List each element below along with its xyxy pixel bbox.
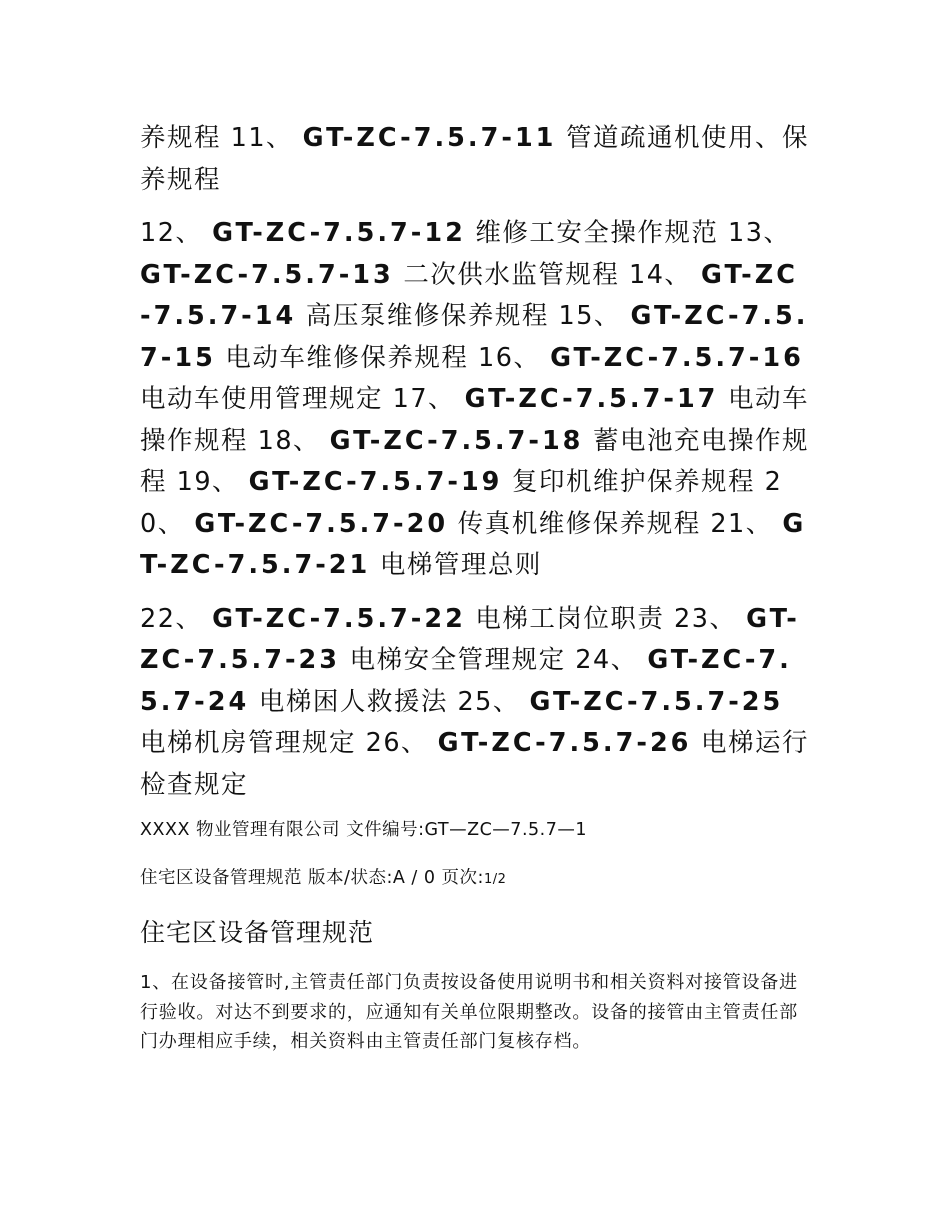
list-text: 养规程 11、: [140, 123, 303, 153]
page-number: 1/2: [483, 872, 507, 887]
list-text: 管道疏通机使用、保养规程: [140, 123, 810, 195]
document-code: GT-ZC-7.5.7-26: [437, 728, 692, 758]
document-code: GT-ZC-7.5.7-17: [464, 384, 719, 414]
document-page: [140, 118, 812, 1057]
document-code: GT-ZC-7.5.7-25: [529, 686, 784, 717]
version-status-text: 住宅区设备管理规范 版本/状态:A / 0 页次:: [140, 868, 484, 888]
document-code: GT-ZC-7.5.7-11: [302, 123, 557, 153]
list-text: 22、: [140, 603, 213, 634]
procedure-list-part-1: [140, 118, 812, 201]
document-code: GT-ZC-7.5.7-24: [140, 645, 792, 717]
section-heading: 住宅区设备管理规范: [140, 918, 375, 947]
document-code: GT-ZC-7.5.7-18: [329, 425, 584, 456]
document-code: GT-ZC-7.5.7-13: [140, 259, 394, 290]
list-text: 电梯管理总则: [370, 550, 542, 580]
list-text: 复印机维护保养规程 20、: [140, 467, 783, 539]
company-file-number-line: XXXX 物业管理有限公司 文件编号:GT—ZC—7.5.7—1: [140, 820, 587, 840]
document-code: GT-ZC-7.5.7-16: [550, 342, 804, 373]
list-text: 电梯安全管理规定 24、: [340, 645, 648, 675]
document-code: GT-ZC-7.5.7-23: [140, 603, 800, 675]
document-code: GT-ZC-7.5.7-15: [140, 301, 809, 373]
list-text: 二次供水监管规程 14、: [393, 259, 702, 290]
list-text: 传真机维修保养规程 21、: [448, 508, 783, 539]
list-text: 12、: [140, 218, 213, 248]
document-code: GT-ZC-7.5.7-20: [194, 508, 449, 539]
list-text: 电梯工岗位职责 23、: [465, 603, 747, 634]
list-text: 电梯运行检查规定: [140, 728, 810, 800]
document-code: GT-ZC-7.5.7-12: [212, 218, 466, 248]
procedure-list-part-2: [140, 213, 812, 587]
list-text: 电动车维修保养规程 16、: [215, 342, 551, 373]
document-code: GT-ZC-7.5.7-21: [140, 508, 807, 580]
document-code: GT-ZC-7.5.7-14: [140, 259, 798, 331]
list-text: 高压泵维修保养规程 15、: [296, 301, 631, 331]
list-text: 电梯机房管理规定 26、: [140, 728, 438, 758]
procedure-list-part-3: [140, 599, 812, 807]
document-code: GT-ZC-7.5.7-22: [212, 603, 466, 634]
list-text: 维修工安全操作规范 13、: [465, 218, 791, 248]
list-text: 电动车操作规程 18、: [140, 384, 810, 456]
body-paragraph: 1、在设备接管时,主管责任部门负责按设备使用说明书和相关资料对接管设备进行验收。对达不到要求的，应通知有关单位限期整改。设备的接管由主管责任部门办理相应手续，相关资料由主管责任部门复核存档。: [140, 972, 798, 1052]
list-text: 蓄电池充电操作规程 19、: [140, 425, 810, 497]
list-text: 电梯困人救援法 25、: [249, 686, 530, 717]
document-code: GT-ZC-7.5.7-19: [248, 467, 503, 497]
standard-version-line: [140, 866, 812, 892]
list-text: 电动车使用管理规定 17、: [140, 384, 465, 414]
